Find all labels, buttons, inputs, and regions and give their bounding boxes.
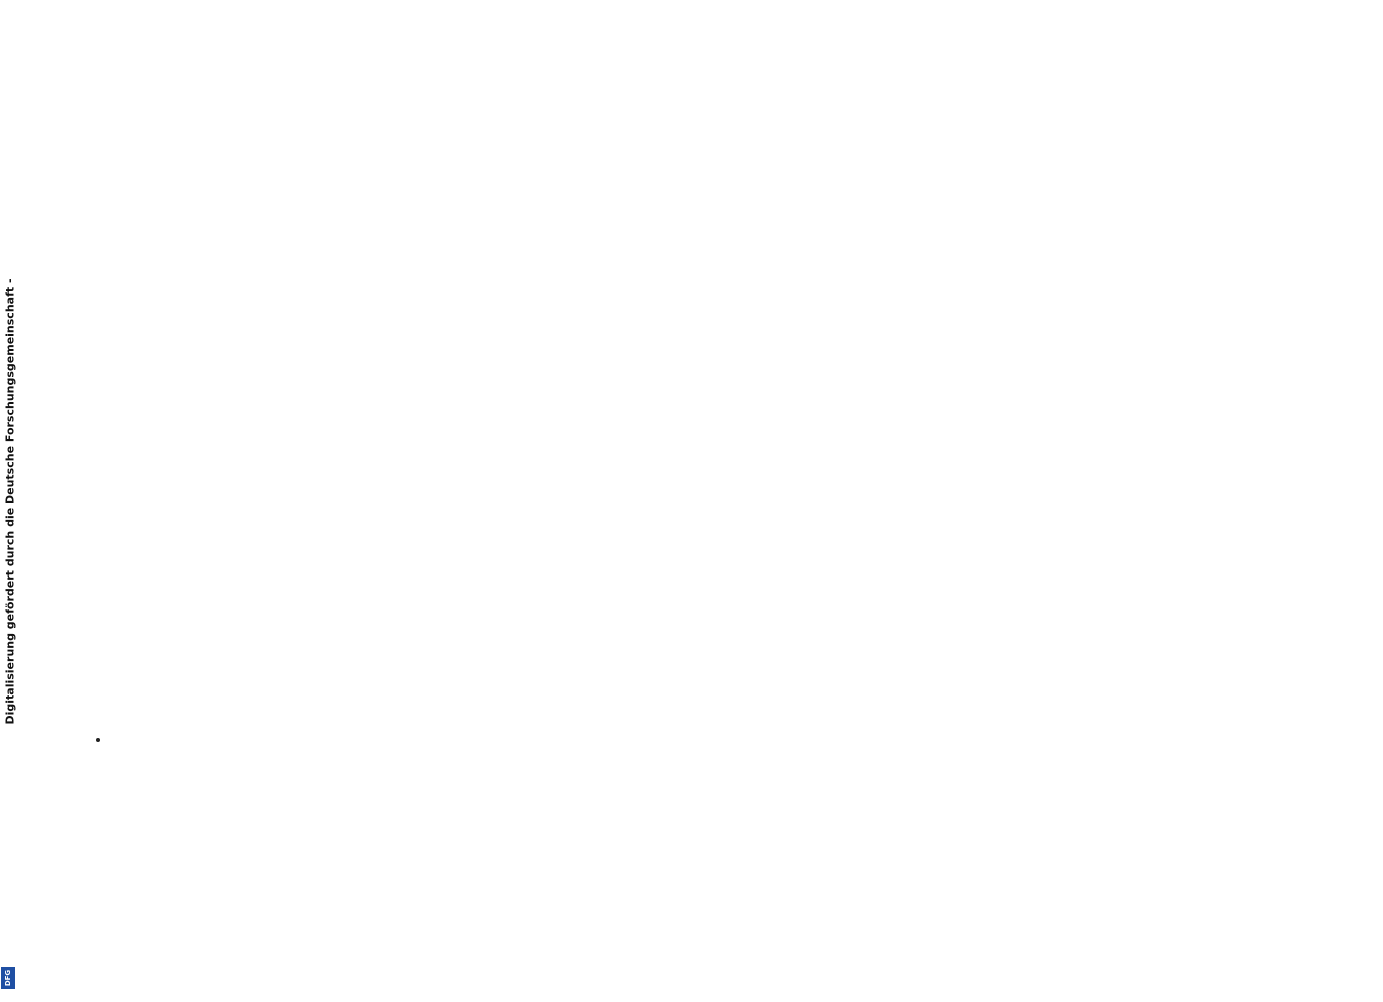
dfg-logo-icon: DFG	[1, 967, 15, 989]
scan-speck	[96, 738, 100, 742]
digitization-note: Digitalisierung gefördert durch die Deutsche Forschungsgemeinschaft -	[3, 278, 17, 725]
digitization-footer	[0, 0, 16, 1000]
